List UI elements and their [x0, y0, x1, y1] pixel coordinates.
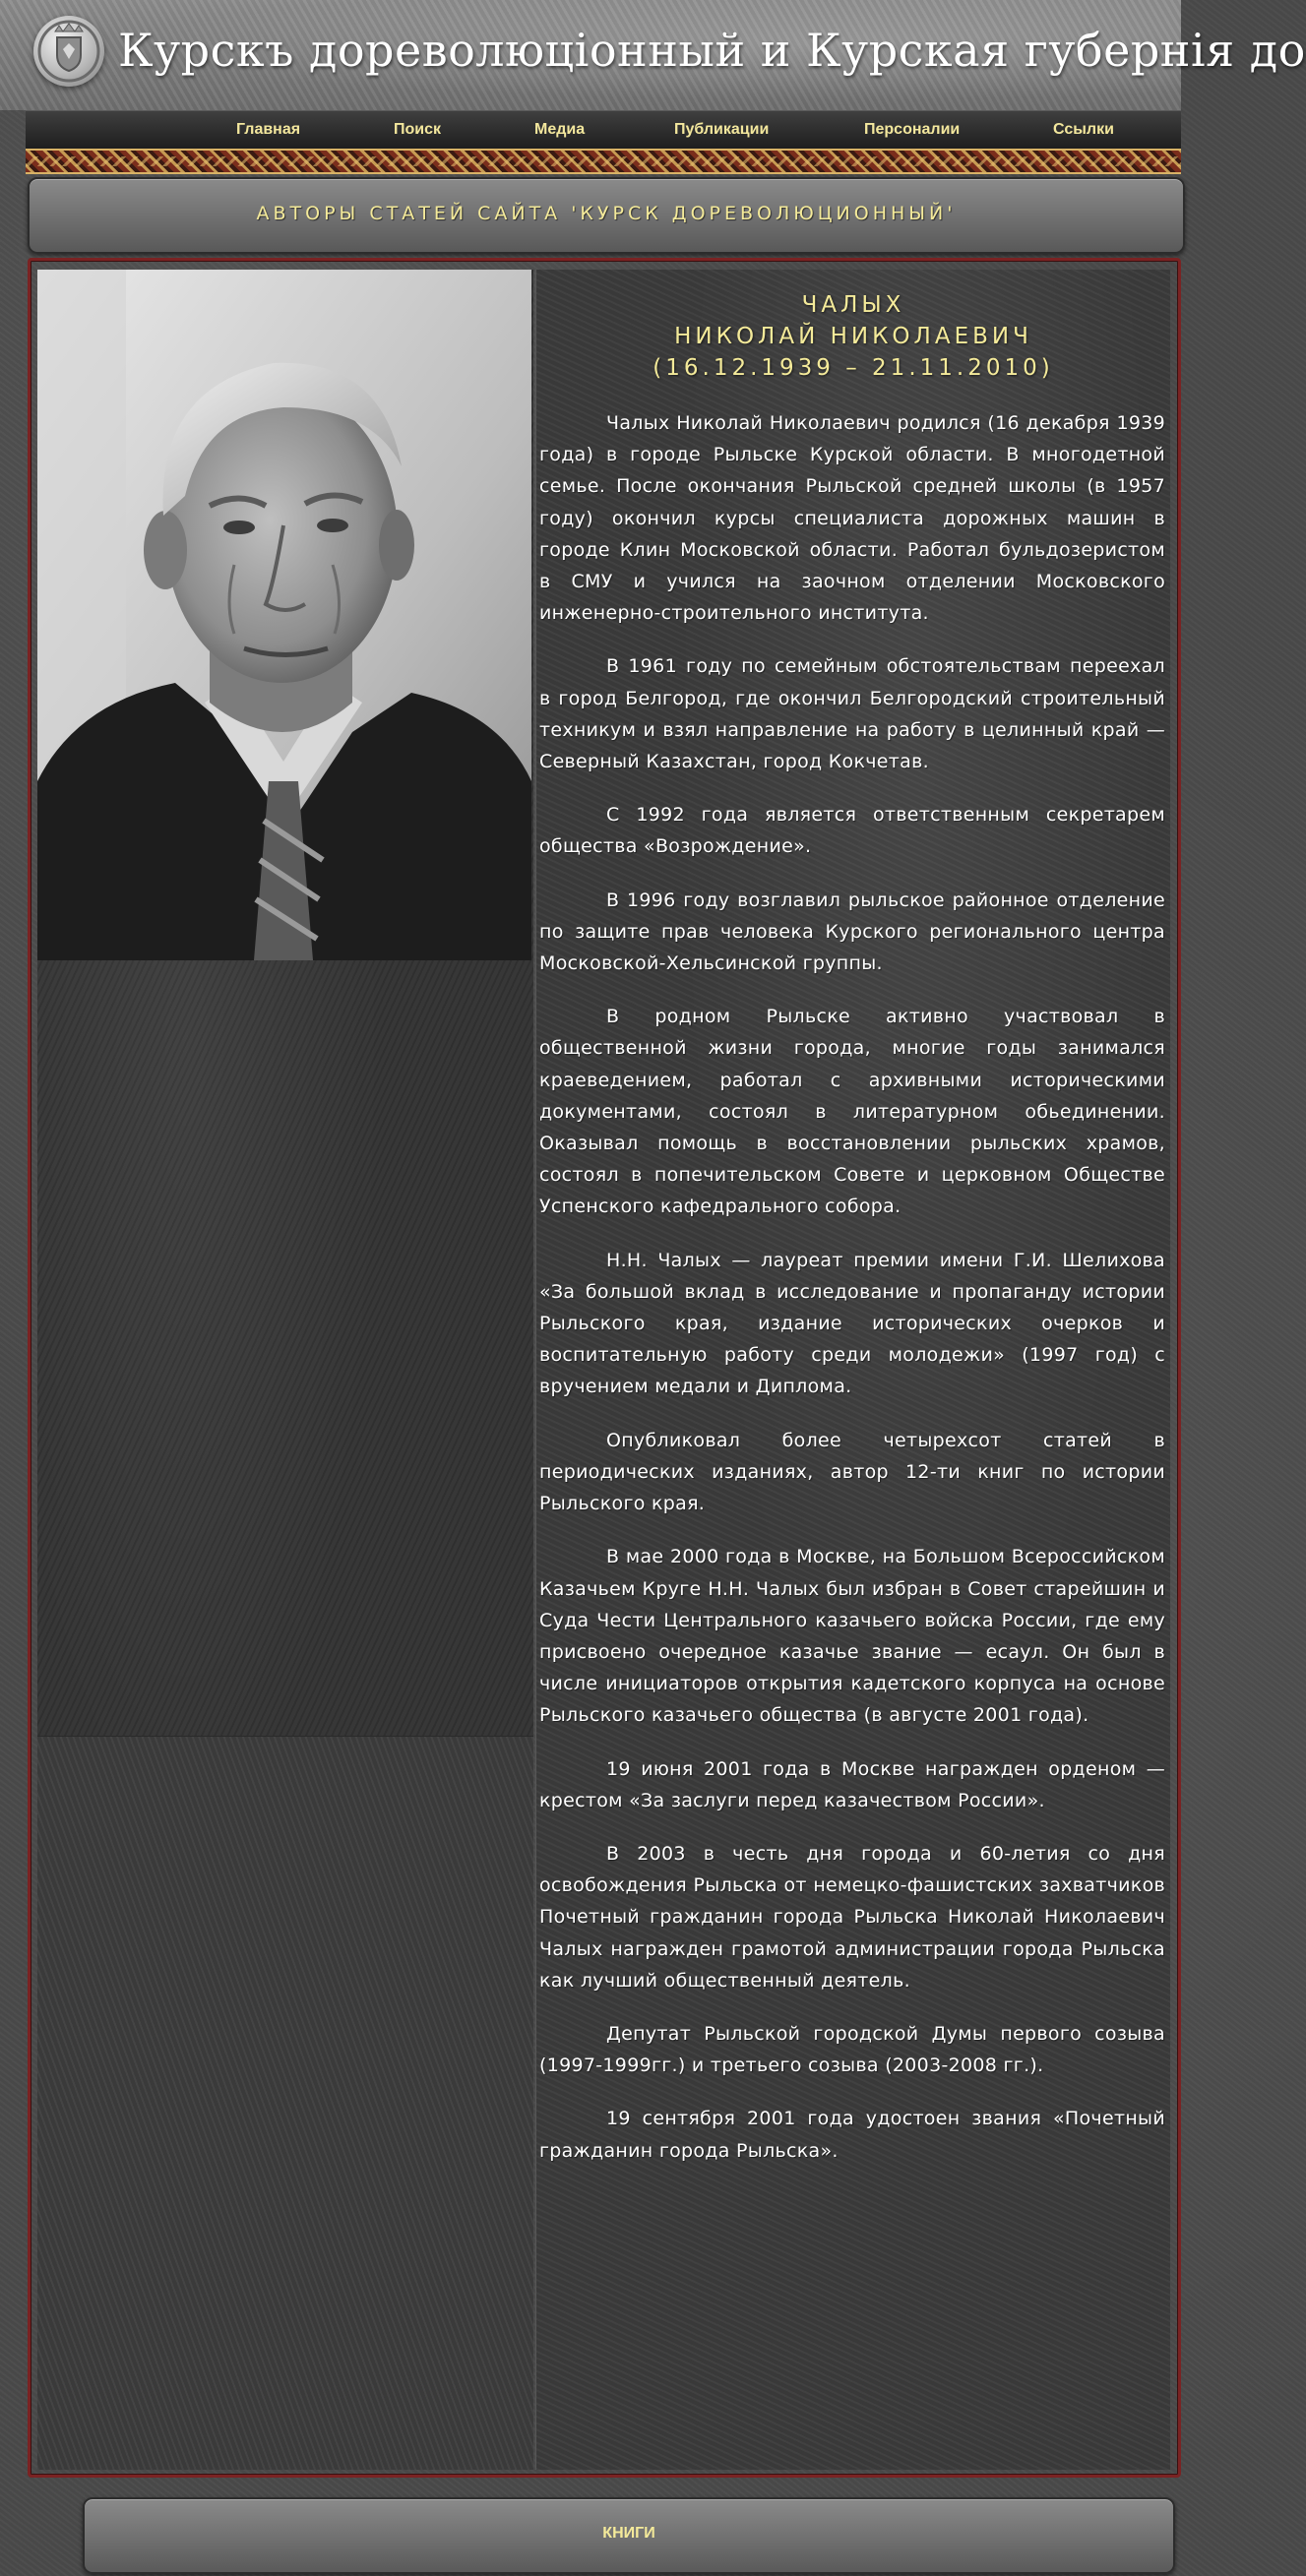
- nav-item-search[interactable]: Поиск: [394, 121, 442, 138]
- author-given-names: НИКОЛАЙ НИКОЛАЕВИЧ: [674, 324, 1032, 349]
- nav-item-persons[interactable]: Персоналии: [864, 121, 961, 138]
- bio-paragraph: 19 сентября 2001 года удостоен звания «Почетный гражданин города Рыльска».: [539, 2108, 1165, 2162]
- nav-item-links[interactable]: Ссылки: [1053, 121, 1114, 138]
- ornament-border: [26, 149, 1181, 174]
- nav-item-media[interactable]: Медиа: [534, 121, 586, 138]
- authors-banner: [28, 177, 1185, 254]
- bio-paragraph: Чалых Николай Николаевич родился (16 декабря 1939 года) в городе Рыльске Курской области. В многодетной семье. После окончания Рыльской средней школы (в 1957 году) окончил курсы специалиста дорожных машин в городе Клин Московской области. Работал бульдозеристом в СМУ и учился на заочном отделении Московского инженерно-строительного института.: [539, 412, 1165, 625]
- bio-paragraph: В мае 2000 года в Москве, на Большом Всероссийском Казачьем Круге Н.Н. Чалых был избран в Совет старейшин и Суда Чести Центрального казачьего войска России, где ему присвоено очередное казачье звание — есаул. Он был в числе инициаторов открытия кадетского корпуса на основе Рыльского казачьего общества (в августе 2001 года).: [539, 1546, 1165, 1727]
- main-nav: [26, 110, 1181, 150]
- books-link[interactable]: КНИГИ: [602, 2525, 655, 2542]
- bio-paragraph: В 1961 году по семейным обстоятельствам переехал в город Белгород, где окончил Белгородский строительный техникум и взял направление на работу в целинный край — Северный Казахстан, город Кокчетав.: [539, 655, 1165, 773]
- bio-paragraph: Н.Н. Чалых — лауреат премии имени Г.И. Шелихова «За большой вклад в исследование и пропаганду истории Рыльского края, издание исторических очерков и воспитательную работу среди молодежи» (1997 год) с вручением медали и Диплома.: [539, 1249, 1165, 1398]
- books-bar: [83, 2497, 1175, 2574]
- bio-paragraph: Депутат Рыльской городской Думы первого созыва (1997-1999гг.) и третьего созыва (2003-2008 гг.).: [539, 2022, 1165, 2077]
- bio-paragraph: В 1996 году возглавил рыльское районное отделение по защите прав человека Курского регионального центра Московской-Хельсинской группы.: [539, 889, 1165, 975]
- author-name-block: [539, 289, 1167, 384]
- nav-item-home[interactable]: Главная: [236, 121, 301, 138]
- bio-paragraph: 19 июня 2001 года в Москве награжден орденом — крестом «За заслуги перед казачеством России».: [539, 1757, 1165, 1811]
- site-header: [0, 0, 1306, 110]
- bio-paragraph: Опубликовал более четырехсот статей в периодических изданиях, автор 12-ти книг по истории Рыльского края.: [539, 1429, 1165, 1515]
- photo-column-lower: [37, 1736, 533, 2470]
- author-portrait: [37, 270, 531, 960]
- bio-paragraph: В 2003 в честь дня города и 60-летия со дня освобождения Рыльска от немецко-фашистских захватчиков Почетный гражданин города Рыльска Николай Николаевич Чалых награжден грамотой администрации города Рыльска как лучший общественный деятель.: [539, 1842, 1165, 1992]
- nav-item-publications[interactable]: Публикации: [674, 121, 770, 138]
- author-dates: (16.12.1939 – 21.11.2010): [653, 355, 1054, 381]
- authors-banner-title: АВТОРЫ СТАТЕЙ САЙТА 'КУРСК ДОРЕВОЛЮЦИОННЫЙ': [256, 203, 957, 224]
- biography-text: [539, 407, 1165, 2188]
- site-title[interactable]: Курскъ дореволюціонный и Курская губернія до: [118, 24, 1306, 77]
- author-surname: ЧАЛЫХ: [801, 292, 905, 318]
- coat-of-arms-icon[interactable]: [33, 16, 104, 87]
- bio-paragraph: В родном Рыльске активно участвовал в общественной жизни города, многие годы занимался краеведением, работал с архивными историческими документами, состоял в литературном обьединении. Оказывал помощь в восстановлении рыльских храмов, состоял в попечительском Совете и церковном Обществе Успенского кафедрального собора.: [539, 1006, 1165, 1218]
- bio-paragraph: С 1992 года является ответственным секретарем общества «Возрождение».: [539, 804, 1165, 858]
